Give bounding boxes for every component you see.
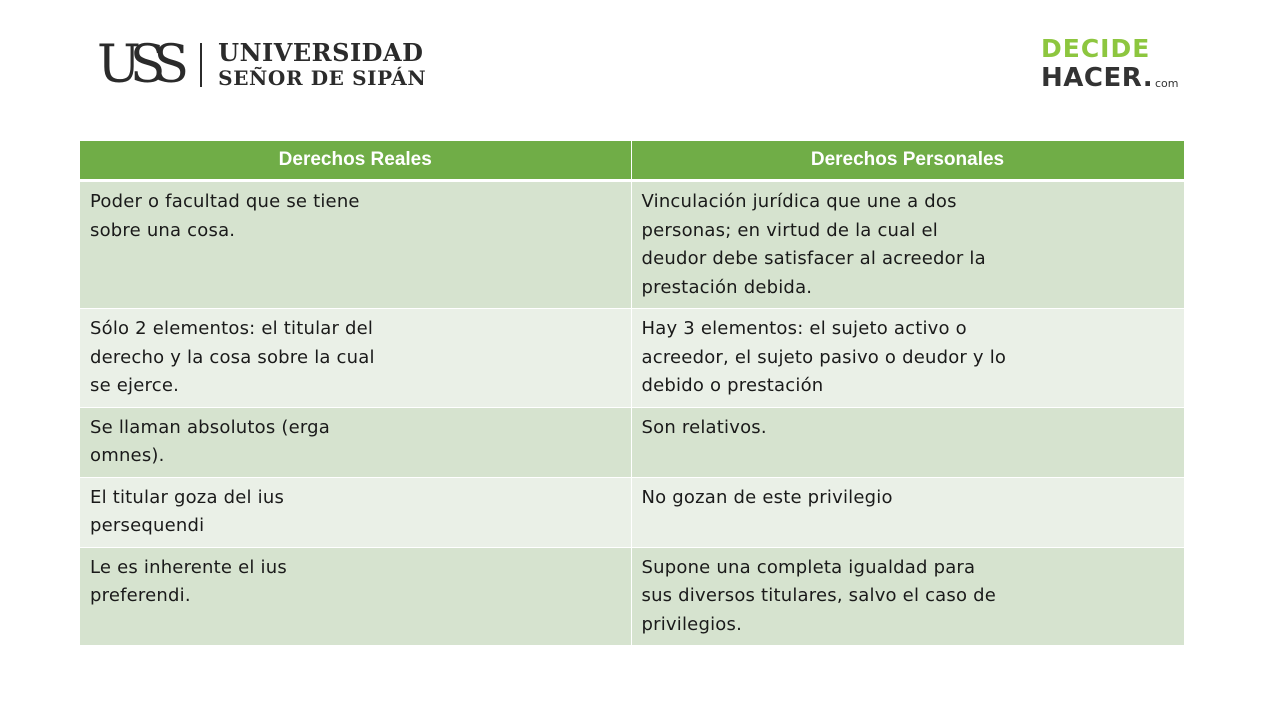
column-header-derechos-personales: Derechos Personales	[631, 141, 1184, 181]
table-cell-personales	[631, 547, 1184, 645]
decide-hacer-logo-line2: HACER.	[1041, 63, 1154, 93]
cell-text: Poder o facultad que se tiene sobre una cosa.	[90, 191, 360, 241]
cell-text: Supone una completa igualdad para sus diversos titulares, salvo el caso de privilegios.	[641, 556, 997, 635]
cell-text: Son relativos.	[641, 416, 767, 438]
cell-text: El titular goza del ius persequendi	[90, 486, 285, 536]
derechos-comparison-table	[80, 141, 1185, 645]
table-cell-personales	[631, 477, 1184, 547]
table-cell-reales	[80, 477, 631, 547]
decide-hacer-logo-suffix: com	[1155, 77, 1179, 90]
table-row	[80, 309, 1184, 408]
cell-text: No gozan de este privilegio	[641, 486, 893, 508]
table-cell-reales	[80, 407, 631, 477]
uss-wordmark-line1: UNIVERSIDAD	[218, 38, 424, 67]
table-cell-personales	[631, 407, 1184, 477]
cell-text: Le es inherente el ius preferendi.	[90, 556, 287, 606]
table-row	[80, 547, 1184, 645]
table-row	[80, 477, 1184, 547]
table-cell-reales	[80, 547, 631, 645]
table-cell-personales	[631, 309, 1184, 408]
table-cell-personales	[631, 181, 1184, 309]
comparison-table-container	[80, 141, 1184, 645]
table-row	[80, 181, 1184, 309]
table-cell-reales	[80, 309, 631, 408]
uss-wordmark-line2: SEÑOR DE SIPÁN	[218, 66, 427, 90]
decide-hacer-logo-line1: DECIDE	[1041, 34, 1151, 63]
logo-divider	[200, 43, 202, 87]
decide-hacer-logo	[1041, 35, 1191, 95]
uss-monogram: USS	[97, 35, 179, 95]
cell-text: Se llaman absolutos (erga omnes).	[90, 416, 331, 466]
cell-text: Vinculación jurídica que une a dos personas; en virtud de la cual el deudor debe satisfacer al acreedor la prestación debida.	[641, 191, 986, 298]
cell-text: Sólo 2 elementos: el titular del derecho y la cosa sobre la cual se ejerce.	[90, 318, 375, 396]
column-header-derechos-reales: Derechos Reales	[80, 141, 631, 181]
cell-text: Hay 3 elementos: el sujeto activo o acreedor, el sujeto pasivo o deudor y lo debido o prestación	[641, 318, 1007, 396]
table-row	[80, 407, 1184, 477]
table-header-row	[80, 141, 1184, 181]
uss-wordmark	[218, 40, 426, 90]
table-cell-reales	[80, 181, 631, 309]
universidad-senor-de-sipan-logo	[97, 35, 427, 95]
